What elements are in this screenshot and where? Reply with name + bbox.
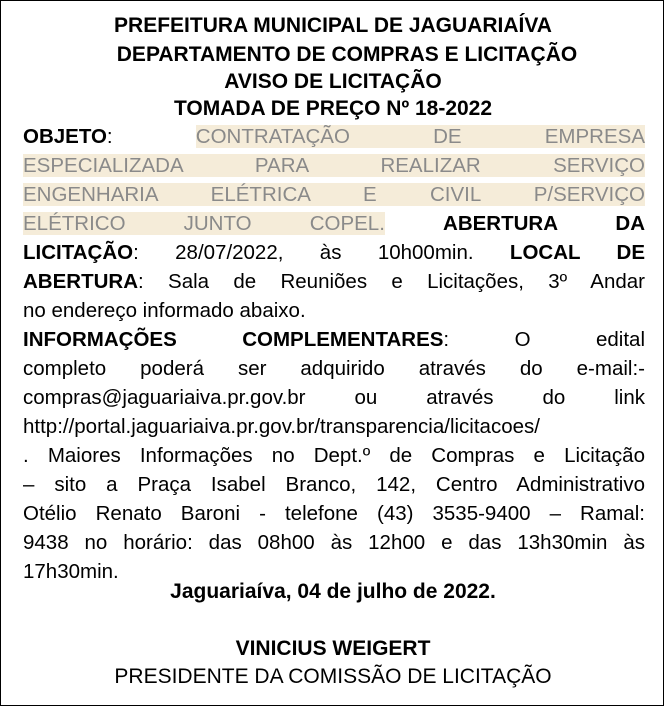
objeto-text-3: ENGENHARIA ELÉTRICA E CIVIL P/SERVIÇO <box>23 183 645 206</box>
objeto-line-4 <box>23 209 645 238</box>
info-text-8: 9438 no horário: das 08h00 às 12h00 e das 13h30min às <box>23 531 645 554</box>
objeto-text-1: CONTRATAÇÃO DE EMPRESA <box>195 125 645 148</box>
abertura-line <box>23 238 645 267</box>
info-line-5 <box>23 441 645 470</box>
objeto-text-2: ESPECIALIZADA PARA REALIZAR SERVIÇO <box>23 154 645 177</box>
info-label: INFORMAÇÕES COMPLEMENTARES <box>23 328 444 351</box>
objeto-line-1: OBJETO: CONTRATAÇÃO DE EMPRESA <box>23 125 645 148</box>
info-text-1: : O edital <box>443 328 645 351</box>
info-line-7 <box>23 499 645 528</box>
info-line-8 <box>23 528 645 557</box>
header-prefeitura: PREFEITURA MUNICIPAL DE JAGUARIAÍVA <box>114 14 552 37</box>
local-line <box>23 267 645 296</box>
info-text-5: . Maiores Informações no Dept.º de Compras e Licitação <box>23 444 645 467</box>
info-email: compras@jaguariaiva.pr.gov.br ou através do link <box>23 386 645 409</box>
abertura-value: : 28/07/2022, às 10h00min. <box>133 241 474 264</box>
local-value-a: : Sala de Reuniões e Licitações, 3º Andar <box>138 270 645 293</box>
info-text-7: Otélio Renato Baroni - telefone (43) 3535-9400 – Ramal: <box>23 502 645 525</box>
header-aviso: AVISO DE LICITAÇÃO <box>224 70 442 93</box>
abertura-label-a: ABERTURA DA <box>443 212 645 235</box>
info-text-9: 17h30min. <box>23 560 119 583</box>
local-label-a: LOCAL DE <box>509 241 645 264</box>
objeto-line-3 <box>23 180 645 209</box>
info-link: http://portal.jaguariaiva.pr.gov.br/transparencia/licitacoes/ <box>23 415 540 438</box>
info-text-2: completo poderá ser adquirido através do e-mail:- <box>23 357 645 380</box>
info-line-4 <box>23 412 645 441</box>
objeto-text-4: ELÉTRICO JUNTO COPEL. <box>23 212 385 235</box>
info-line-2 <box>23 354 645 383</box>
info-line-6 <box>23 470 645 499</box>
header-tomada-preco: TOMADA DE PREÇO Nº 18-2022 <box>173 97 493 120</box>
signer-name: VINICIUS WEIGERT <box>235 637 431 660</box>
objeto-line-2 <box>23 151 645 180</box>
header-departamento: DEPARTAMENTO DE COMPRAS E LICITAÇÃO <box>116 43 578 66</box>
info-line-1 <box>23 325 645 354</box>
local-line-2 <box>23 296 645 325</box>
local-value-b: no endereço informado abaixo. <box>23 299 306 322</box>
local-label-b: ABERTURA <box>23 270 139 293</box>
objeto-label: OBJETO <box>23 125 107 148</box>
info-line-3 <box>23 383 645 412</box>
notice-body <box>23 122 645 586</box>
date-line: Jaguariaíva, 04 de julho de 2022. <box>170 580 496 603</box>
info-text-6: – sito a Praça Isabel Branco, 142, Centro Administrativo <box>23 473 645 496</box>
signer-title: PRESIDENTE DA COMISSÃO DE LICITAÇÃO <box>114 665 552 688</box>
abertura-label-b: LICITAÇÃO <box>23 241 134 264</box>
